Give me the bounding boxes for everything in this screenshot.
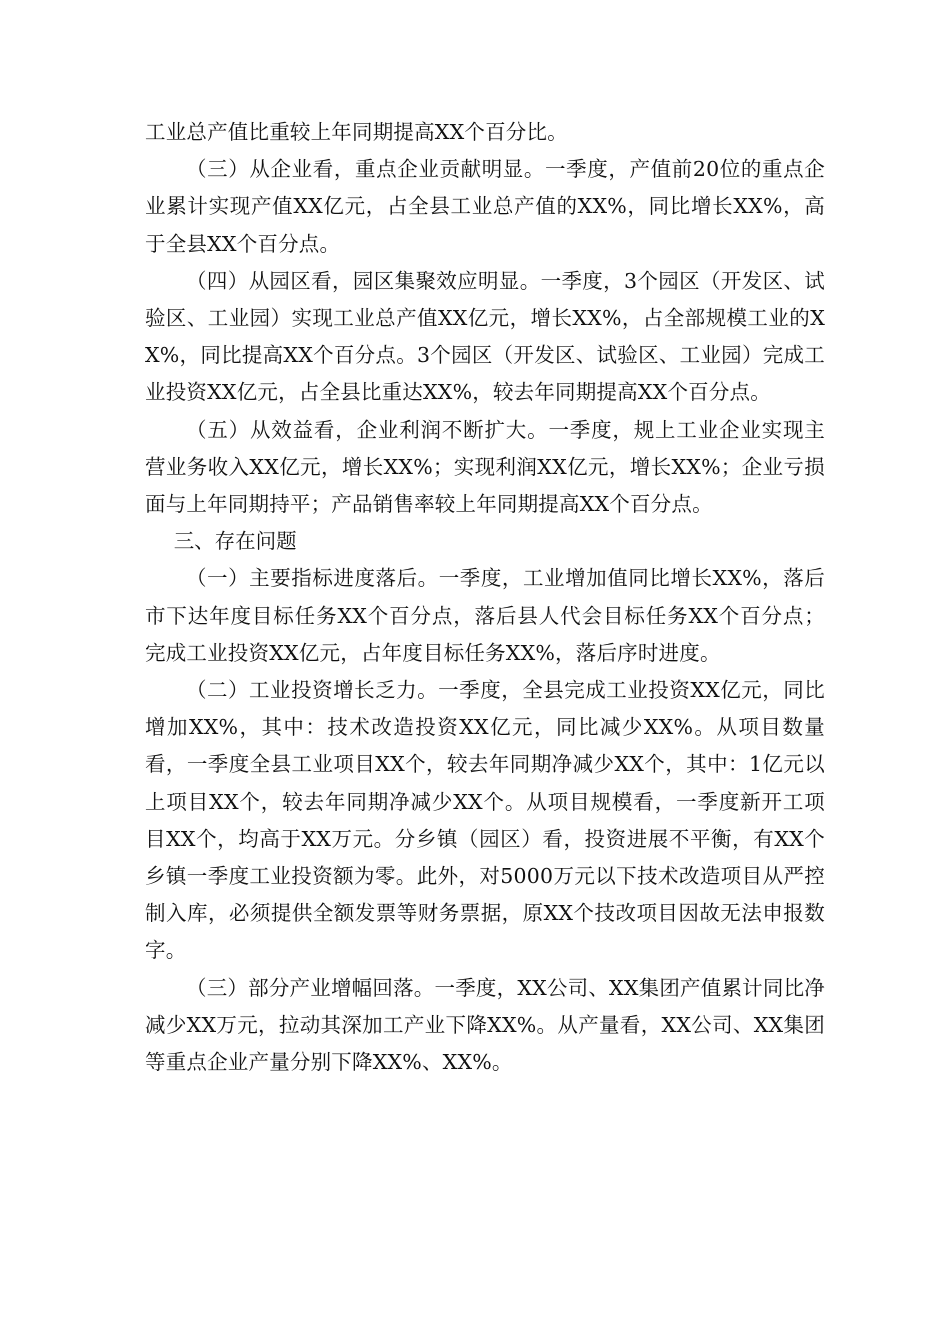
paragraph-problem-2: （二）工业投资增长乏力。一季度，全县完成工业投资XX亿元，同比增加XX%，其中：技术改造投资XX亿元，同比减少XX%。从项目数量看，一季度全县工业项目XX个，较去年同期净减少XX个，其中：1亿元以上项目XX个，较去年同期净减少XX个。从项目规模看，一季度新开工项目XX个，均高于XX万元。分乡镇（园区）看，投资进展不平衡，有XX个乡镇一季度工业投资额为零。此外，对5000万元以下技术改造项目从严控制入库，必须提供全额发票等财务票据，原XX个技改项目因故无法申报数字。 [145, 678, 825, 963]
paragraph-profit: （五）从效益看，企业利润不断扩大。一季度，规上工业企业实现主营业务收入XX亿元，增长XX%；实现利润XX亿元，增长XX%；企业亏损面与上年同期持平；产品销售率较上年同期提高XX个百分点。 [145, 417, 825, 517]
paragraph-continuation: 工业总产值比重较上年同期提高XX个百分比。 [145, 120, 568, 144]
paragraph-problem-3: （三）部分产业增幅回落。一季度，XX公司、XX集团产值累计同比净减少XX万元，拉动其深加工产业下降XX%。从产量看，XX公司、XX集团等重点企业产量分别下降XX%、XX%。 [145, 975, 825, 1075]
document-page [145, 114, 825, 1081]
paragraph-enterprise: （三）从企业看，重点企业贡献明显。一季度，产值前20位的重点企业累计实现产值XX亿元，占全县工业总产值的XX%，同比增长XX%，高于全县XX个百分点。 [145, 157, 825, 256]
paragraph-parks: （四）从园区看，园区集聚效应明显。一季度，3个园区（开发区、试验区、工业园）实现工业总产值XX亿元，增长XX%，占全部规模工业的XX%，同比提高XX个百分点。3个园区（开发区、试验区、工业园）完成工业投资XX亿元，占全县比重达XX%，较去年同期提高XX个百分点。 [145, 268, 825, 405]
paragraph-problem-1: （一）主要指标进度落后。一季度，工业增加值同比增长XX%，落后市下达年度目标任务XX个百分点，落后县人代会目标任务XX个百分点；完成工业投资XX亿元，占年度目标任务XX%，落后序时进度。 [145, 566, 825, 665]
section-heading: 三、存在问题 [173, 529, 297, 554]
